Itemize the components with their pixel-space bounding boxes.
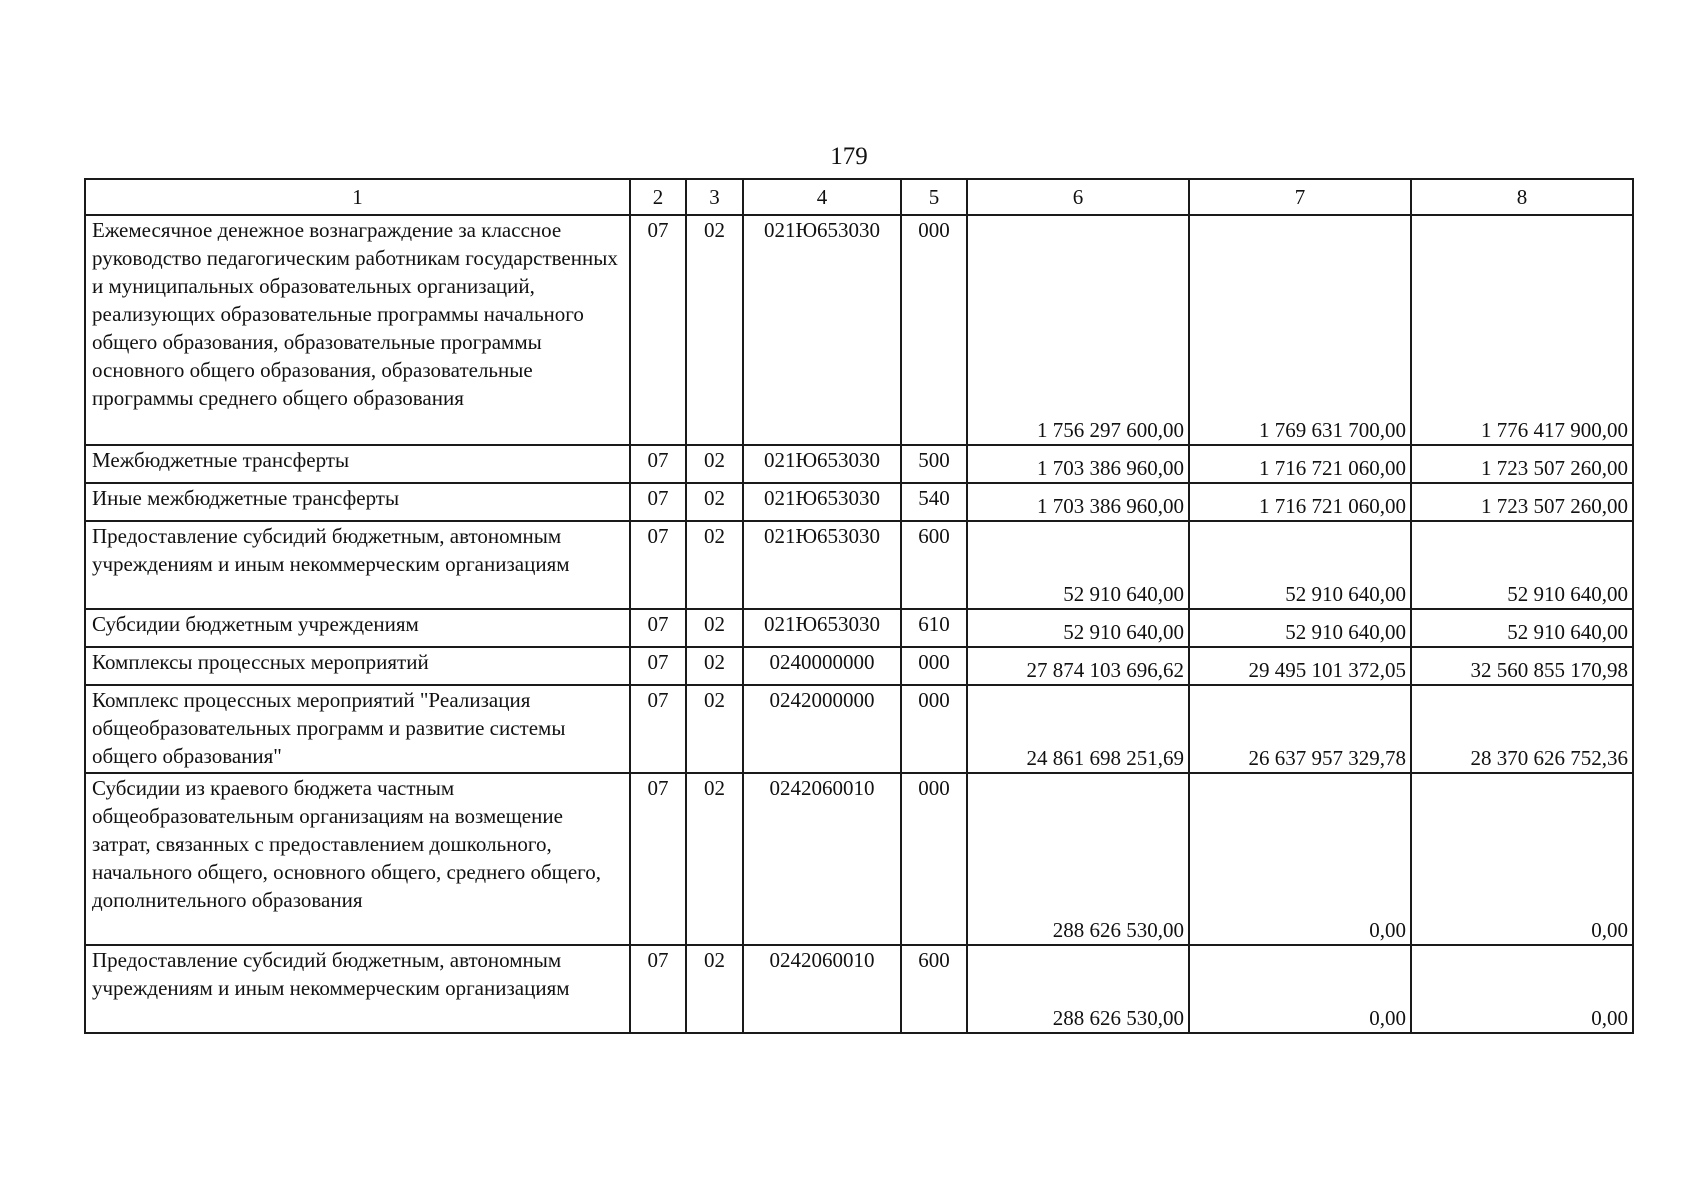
amount-value: 24 861 698 251,69 [1026,746,1184,770]
section-code: 07 [630,215,686,445]
table-row [85,521,1633,609]
amount-value: 1 723 507 260,00 [1481,494,1628,518]
expense-type-code: 000 [901,773,967,945]
section-code: 07 [630,773,686,945]
target-article-code: 021Ю653030 [743,445,901,483]
amount-value: 28 370 626 752,36 [1470,746,1628,770]
amount-col-8 [1411,945,1633,1033]
target-article-code: 0240000000 [743,647,901,685]
expense-name: Иные межбюджетные трансферты [85,483,630,521]
amount-col-8 [1411,773,1633,945]
amount-value: 32 560 855 170,98 [1470,658,1628,682]
amount-value: 288 626 530,00 [1052,1006,1184,1030]
amount-value: 1 756 297 600,00 [1037,418,1184,442]
amount-value: 288 626 530,00 [1052,918,1184,942]
subsection-code: 02 [686,483,743,521]
amount-value: 27 874 103 696,62 [1026,658,1184,682]
subsection-code: 02 [686,215,743,445]
amount-value: 1 776 417 900,00 [1481,418,1628,442]
target-article-code: 021Ю653030 [743,215,901,445]
amount-value: 0,00 [1591,1006,1628,1030]
table-row [85,215,1633,445]
subsection-code: 02 [686,685,743,773]
expense-type-code: 600 [901,521,967,609]
section-code: 07 [630,647,686,685]
expense-name: Субсидии бюджетным учреждениям [85,609,630,647]
table-row [85,483,1633,521]
column-header-2: 2 [630,179,686,215]
amount-value: 0,00 [1369,918,1406,942]
amount-value: 52 910 640,00 [1063,620,1184,644]
amount-value: 52 910 640,00 [1507,620,1628,644]
target-article-code: 021Ю653030 [743,609,901,647]
amount-value: 0,00 [1369,1006,1406,1030]
table-row [85,647,1633,685]
amount-col-7 [1189,685,1411,773]
table-row [85,685,1633,773]
amount-col-8 [1411,445,1633,483]
amount-col-7 [1189,483,1411,521]
amount-value: 0,00 [1591,918,1628,942]
column-header-3: 3 [686,179,743,215]
expense-type-code: 000 [901,647,967,685]
section-code: 07 [630,483,686,521]
amount-col-8 [1411,647,1633,685]
amount-col-6 [967,521,1189,609]
column-header-7: 7 [1189,179,1411,215]
expense-name: Предоставление субсидий бюджетным, автономным учреждениям и иным некоммерческим организациям [85,521,630,609]
column-header-4: 4 [743,179,901,215]
amount-col-7 [1189,445,1411,483]
column-header-6: 6 [967,179,1189,215]
column-header-5: 5 [901,179,967,215]
amount-col-7 [1189,945,1411,1033]
target-article-code: 0242060010 [743,773,901,945]
column-header-8: 8 [1411,179,1633,215]
expense-name: Комплекс процессных мероприятий "Реализация общеобразовательных программ и развитие системы общего образования" [85,685,630,773]
table-row [85,609,1633,647]
amount-col-8 [1411,483,1633,521]
expense-name: Комплексы процессных мероприятий [85,647,630,685]
expense-type-code: 000 [901,685,967,773]
amount-value: 52 910 640,00 [1063,582,1184,606]
section-code: 07 [630,685,686,773]
expense-name: Субсидии из краевого бюджета частным общеобразовательным организациям на возмещение затрат, связанных с предоставлением дошкольного, начального общего, основного общего, среднего общего, дополнительного образования [85,773,630,945]
amount-value: 1 703 386 960,00 [1037,494,1184,518]
section-code: 07 [630,609,686,647]
amount-value: 52 910 640,00 [1285,620,1406,644]
amount-value: 29 495 101 372,05 [1248,658,1406,682]
amount-col-7 [1189,609,1411,647]
section-code: 07 [630,445,686,483]
expense-type-code: 600 [901,945,967,1033]
amount-col-6 [967,685,1189,773]
amount-col-8 [1411,521,1633,609]
amount-col-8 [1411,685,1633,773]
expense-type-code: 500 [901,445,967,483]
expense-name: Межбюджетные трансферты [85,445,630,483]
amount-value: 1 716 721 060,00 [1259,494,1406,518]
amount-value: 1 723 507 260,00 [1481,456,1628,480]
amount-value: 1 703 386 960,00 [1037,456,1184,480]
amount-col-6 [967,773,1189,945]
amount-col-7 [1189,521,1411,609]
amount-value: 52 910 640,00 [1285,582,1406,606]
target-article-code: 021Ю653030 [743,483,901,521]
table-header-row [85,179,1633,215]
amount-col-8 [1411,215,1633,445]
expense-name: Предоставление субсидий бюджетным, автономным учреждениям и иным некоммерческим организациям [85,945,630,1033]
section-code: 07 [630,945,686,1033]
amount-col-6 [967,215,1189,445]
amount-col-7 [1189,773,1411,945]
amount-value: 1 716 721 060,00 [1259,456,1406,480]
subsection-code: 02 [686,945,743,1033]
amount-col-6 [967,609,1189,647]
subsection-code: 02 [686,647,743,685]
target-article-code: 0242000000 [743,685,901,773]
amount-value: 26 637 957 329,78 [1248,746,1406,770]
amount-col-6 [967,445,1189,483]
page-number: 179 [830,143,868,170]
expense-type-code: 000 [901,215,967,445]
section-code: 07 [630,521,686,609]
expense-type-code: 540 [901,483,967,521]
subsection-code: 02 [686,773,743,945]
subsection-code: 02 [686,521,743,609]
table-row [85,945,1633,1033]
amount-col-7 [1189,647,1411,685]
target-article-code: 021Ю653030 [743,521,901,609]
expense-name: Ежемесячное денежное вознаграждение за классное руководство педагогическим работникам государственных и муниципальных образовательных организаций, реализующих образовательные программы начального общего образования, образовательные программы основного общего образования, образовательные программы среднего общего образования [85,215,630,445]
table-row [85,773,1633,945]
amount-col-7 [1189,215,1411,445]
subsection-code: 02 [686,445,743,483]
subsection-code: 02 [686,609,743,647]
amount-col-6 [967,483,1189,521]
amount-value: 1 769 631 700,00 [1259,418,1406,442]
amount-col-6 [967,647,1189,685]
target-article-code: 0242060010 [743,945,901,1033]
column-header-1: 1 [85,179,630,215]
table-row [85,445,1633,483]
expense-type-code: 610 [901,609,967,647]
budget-table [84,178,1634,1034]
amount-value: 52 910 640,00 [1507,582,1628,606]
amount-col-8 [1411,609,1633,647]
amount-col-6 [967,945,1189,1033]
